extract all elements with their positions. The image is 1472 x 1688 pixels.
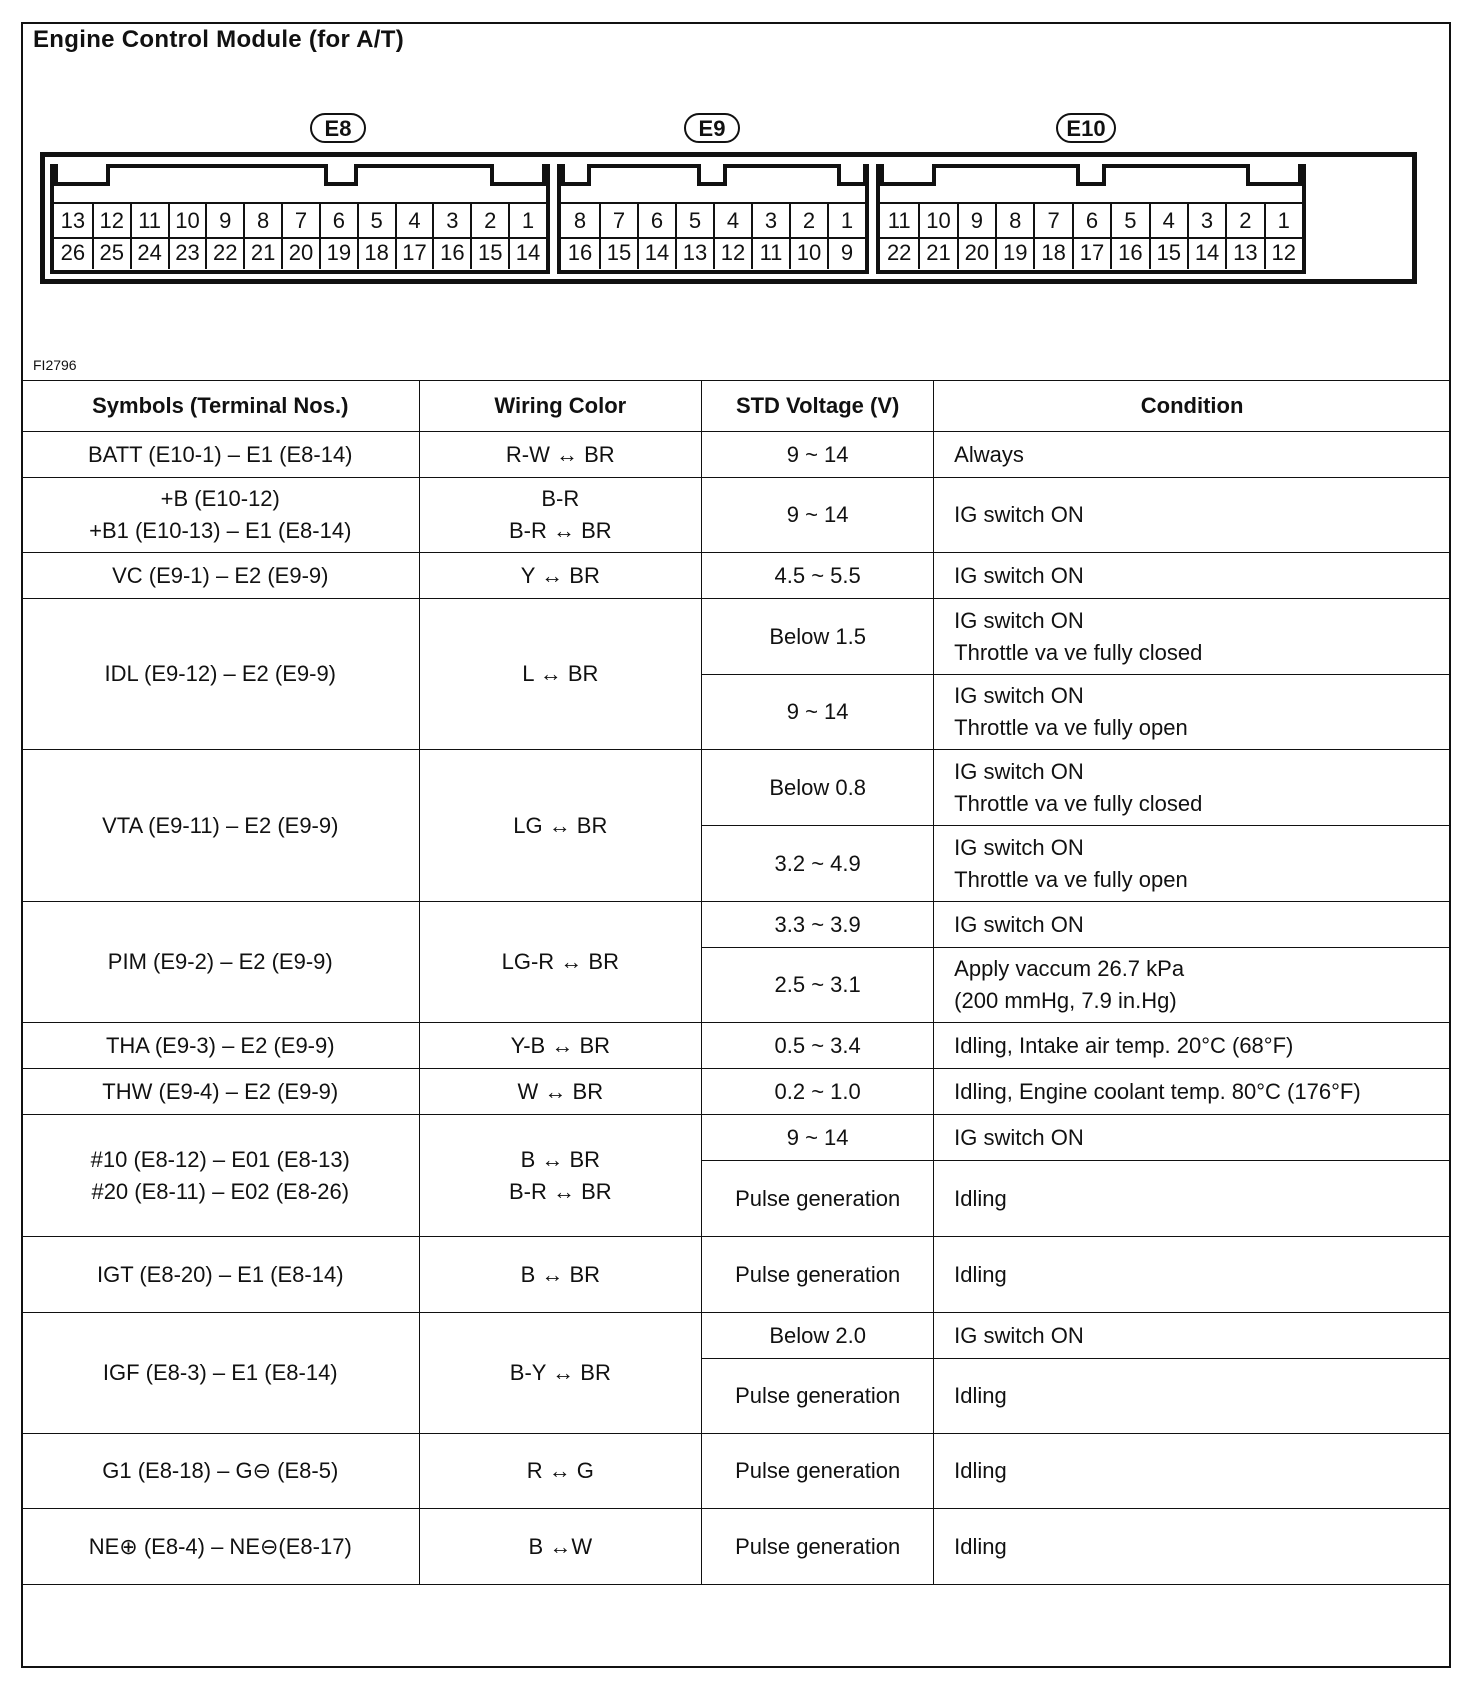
wiring-color-cell — [419, 1023, 702, 1069]
wiring-color-cell — [419, 599, 702, 750]
table-row — [22, 750, 1451, 826]
connector-pin: 9 — [957, 204, 995, 237]
condition-cell — [934, 750, 1451, 826]
cell-line: Throttle va ve fully open — [954, 866, 1188, 892]
connector-pin: 20 — [957, 236, 995, 269]
cell-line: B-R ↔ BR — [508, 518, 612, 543]
condition-cell — [934, 826, 1451, 902]
cell-line: Idling, Intake air temp. 20°C (68°F) — [954, 1032, 1294, 1058]
wiring-color-cell — [419, 1313, 702, 1434]
cell-line: IDL (E9-12) – E2 (E9-9) — [104, 661, 337, 686]
cell-line: #20 (E8-11) – E02 (E8-26) — [91, 1178, 350, 1204]
wiring-color-cell — [419, 1509, 702, 1585]
connector-pin: 16 — [1110, 236, 1148, 269]
cell-line: B ↔ BR — [520, 1261, 601, 1287]
cell-line: NE⊕ (E8-4) – NE⊖(E8-17) — [88, 1533, 352, 1559]
connector-pin: 10 — [789, 236, 827, 269]
condition-cell — [934, 1509, 1451, 1585]
terminal-symbol-cell — [22, 750, 420, 902]
condition-cell — [934, 1313, 1451, 1359]
connector-pin: 11 — [887, 208, 911, 233]
header-symbols: Symbols (Terminal Nos.) — [22, 381, 420, 432]
table-row — [22, 432, 1451, 478]
connector-pin: 8 — [243, 204, 281, 237]
header-wiring-color: Wiring Color — [419, 381, 702, 432]
connector-pin: 1 — [827, 204, 865, 237]
cell-line: IG switch ON — [954, 502, 1084, 527]
condition-cell — [934, 599, 1451, 675]
condition-cell — [934, 1023, 1451, 1069]
connector-key — [324, 164, 358, 186]
condition-cell — [934, 902, 1451, 948]
connector-pin: 7 — [599, 204, 637, 237]
cell-line: W ↔ BR — [517, 1078, 604, 1104]
connector-pin: 2 — [470, 204, 508, 237]
std-voltage-cell: 3.3 ~ 3.9 — [702, 902, 934, 948]
connector-pin: 12 — [1264, 236, 1302, 269]
connector-pin: 14 — [508, 236, 546, 269]
connector-pin: 10 — [168, 204, 206, 237]
terminal-symbol-cell — [22, 1509, 420, 1585]
pin-row-bottom — [561, 236, 865, 269]
connector-pin: 20 — [281, 236, 319, 269]
pin-row-top — [561, 202, 865, 239]
cell-line: B-R ↔ BR — [508, 1178, 612, 1204]
connector-pin: 15 — [1149, 236, 1187, 269]
connector-pin: 15 — [470, 236, 508, 269]
cell-line: IGT (E8-20) – E1 (E8-14) — [96, 1261, 344, 1287]
terminal-symbol-cell — [22, 1313, 420, 1434]
std-voltage-cell: Pulse generation — [702, 1237, 934, 1313]
condition-cell — [934, 675, 1451, 750]
connector-pin: 1 — [1264, 204, 1302, 237]
cell-line: IG switch ON — [954, 1124, 1084, 1150]
cell-line: L ↔ BR — [522, 661, 599, 686]
wiring-color-cell — [419, 432, 702, 478]
cell-line: BATT (E10-1) – E1 (E8-14) — [88, 441, 353, 467]
connector-pin: 22 — [886, 240, 912, 265]
wiring-color-cell — [419, 1434, 702, 1509]
connector-key — [54, 164, 110, 186]
connector-pin: 9 — [205, 204, 243, 237]
condition-cell — [934, 1359, 1451, 1434]
wiring-color-cell — [419, 902, 702, 1023]
std-voltage-cell: 3.2 ~ 4.9 — [702, 826, 934, 902]
connector-pin: 11 — [130, 204, 168, 237]
cell-line: #10 (E8-12) – E01 (E8-13) — [90, 1146, 350, 1172]
connector-pin: 6 — [637, 204, 675, 237]
cell-line: Y-B ↔ BR — [510, 1032, 611, 1058]
connector-pin: 4 — [395, 204, 433, 237]
cell-line: Idling — [954, 1533, 1007, 1559]
cell-line: Idling — [954, 1458, 1007, 1483]
connector-pin: 15 — [599, 236, 637, 269]
std-voltage-cell: Below 1.5 — [702, 599, 934, 675]
header-std-voltage: STD Voltage (V) — [702, 381, 934, 432]
condition-cell — [934, 553, 1451, 599]
cell-line: B ↔ BR — [520, 1146, 601, 1172]
connector-pin: 2 — [1225, 204, 1263, 237]
connector-pin: 24 — [130, 236, 168, 269]
cell-line: Idling, Engine coolant temp. 80°C (176°F) — [954, 1078, 1361, 1104]
connector-pin: 13 — [675, 236, 713, 269]
cell-line: IGF (E8-3) – E1 (E8-14) — [102, 1360, 338, 1385]
connector-pin: 1 — [508, 204, 546, 237]
connector-key — [880, 164, 936, 186]
connector-pin: 5 — [1110, 204, 1148, 237]
cell-line: Apply vaccum 26.7 kPa — [954, 956, 1185, 981]
std-voltage-cell: 9 ~ 14 — [702, 478, 934, 553]
cell-line: Idling — [954, 1261, 1007, 1287]
connector-pin: 3 — [432, 204, 470, 237]
cell-line: B-Y ↔ BR — [509, 1360, 611, 1385]
cell-line: Idling — [954, 1185, 1007, 1211]
std-voltage-cell: Pulse generation — [702, 1434, 934, 1509]
std-voltage-cell: Pulse generation — [702, 1359, 934, 1434]
cell-line: Idling — [954, 1383, 1007, 1408]
connector-pin: 5 — [675, 204, 713, 237]
connector-pin: 6 — [319, 204, 357, 237]
connector-pin: 22 — [205, 236, 243, 269]
std-voltage-cell: Below 2.0 — [702, 1313, 934, 1359]
wiring-color-cell — [419, 1115, 702, 1237]
cell-line: Always — [954, 441, 1024, 467]
std-voltage-cell: Pulse generation — [702, 1509, 934, 1585]
condition-cell — [934, 1115, 1451, 1161]
std-voltage-cell: 9 ~ 14 — [702, 432, 934, 478]
cell-line: LG-R ↔ BR — [501, 949, 619, 974]
terminal-symbol-cell — [22, 553, 420, 599]
connector-label-e10: E10 — [1056, 113, 1116, 143]
terminal-symbol-cell — [22, 599, 420, 750]
table-row — [22, 1434, 1451, 1509]
cell-line: (200 mmHg, 7.9 in.Hg) — [954, 988, 1177, 1013]
connector-label-e9: E9 — [684, 113, 740, 143]
connector-e9 — [557, 164, 869, 274]
cell-line: IG switch ON — [954, 911, 1084, 937]
cell-line: R ↔ G — [526, 1458, 594, 1483]
connector-key — [1076, 164, 1106, 186]
table-body — [22, 432, 1451, 1585]
pin-row-bottom — [880, 236, 1302, 269]
connector-pin: 8 — [573, 208, 587, 233]
header-condition: Condition — [934, 381, 1451, 432]
connector-pin: 13 — [1225, 236, 1263, 269]
connector-pin: 4 — [1149, 204, 1187, 237]
connector-pin: 7 — [281, 204, 319, 237]
connector-label-e8: E8 — [310, 113, 366, 143]
connector-pin: 21 — [243, 236, 281, 269]
cell-line: Throttle va ve fully closed — [954, 639, 1203, 665]
cell-line: IG switch ON — [954, 607, 1084, 633]
table-row — [22, 478, 1451, 553]
table-row — [22, 553, 1451, 599]
connector-pin: 17 — [1072, 236, 1110, 269]
connector-key — [837, 164, 867, 186]
condition-cell — [934, 1161, 1451, 1237]
wiring-color-cell — [419, 1237, 702, 1313]
table-row — [22, 1509, 1451, 1585]
cell-line: IG switch ON — [954, 1322, 1084, 1348]
connector-key — [490, 164, 546, 186]
condition-cell — [934, 478, 1451, 553]
connector-pin: 7 — [1033, 204, 1071, 237]
condition-cell — [934, 1434, 1451, 1509]
connector-pin: 3 — [751, 204, 789, 237]
table-row — [22, 1237, 1451, 1313]
cell-line: Y ↔ BR — [520, 562, 600, 588]
connector-pin: 5 — [357, 204, 395, 237]
cell-line: G1 (E8-18) – G⊖ (E8-5) — [102, 1458, 339, 1483]
std-voltage-cell: Pulse generation — [702, 1161, 934, 1237]
cell-line: Throttle va ve fully closed — [954, 790, 1203, 816]
wiring-color-cell — [419, 553, 702, 599]
cell-line: B-R — [541, 486, 580, 511]
connector-pin: 2 — [789, 204, 827, 237]
cell-line: PIM (E9-2) – E2 (E9-9) — [107, 949, 333, 974]
cell-line: IG switch ON — [954, 683, 1084, 708]
terminal-symbol-cell — [22, 902, 420, 1023]
wiring-color-cell — [419, 1069, 702, 1115]
cell-line: VC (E9-1) – E2 (E9-9) — [112, 562, 329, 588]
terminal-voltage-table — [21, 380, 1451, 1585]
connector-key — [561, 164, 591, 186]
condition-cell — [934, 1237, 1451, 1313]
connector-pin: 14 — [1187, 236, 1225, 269]
terminal-symbol-cell — [22, 1023, 420, 1069]
terminal-symbol-cell — [22, 478, 420, 553]
std-voltage-cell: Below 0.8 — [702, 750, 934, 826]
connector-pin: 21 — [918, 236, 956, 269]
table-row — [22, 1023, 1451, 1069]
connector-pin: 18 — [357, 236, 395, 269]
connector-pin: 25 — [92, 236, 130, 269]
figure-reference: FI2796 — [33, 357, 77, 373]
wiring-color-cell — [419, 750, 702, 902]
connector-pin: 10 — [918, 204, 956, 237]
cell-line: IG switch ON — [954, 758, 1084, 784]
terminal-symbol-cell — [22, 1115, 420, 1237]
pin-row-top — [880, 202, 1302, 239]
cell-line: +B (E10-12) — [160, 486, 280, 511]
connector-pin: 19 — [995, 236, 1033, 269]
connector-pin: 3 — [1187, 204, 1225, 237]
std-voltage-cell: 0.5 ~ 3.4 — [702, 1023, 934, 1069]
connector-pin: 16 — [567, 240, 593, 265]
std-voltage-cell: 4.5 ~ 5.5 — [702, 553, 934, 599]
condition-cell — [934, 432, 1451, 478]
connector-pin: 26 — [60, 240, 86, 265]
connector-pin: 17 — [395, 236, 433, 269]
connector-pin: 16 — [432, 236, 470, 269]
cell-line: B ↔W — [528, 1533, 593, 1559]
connector-pin: 14 — [637, 236, 675, 269]
connector-e10 — [876, 164, 1306, 274]
connector-pin: 11 — [751, 236, 789, 269]
table-row — [22, 1115, 1451, 1161]
cell-line: LG ↔ BR — [513, 812, 608, 838]
connector-pin: 8 — [995, 204, 1033, 237]
connector-key — [1246, 164, 1302, 186]
cell-line: THW (E9-4) – E2 (E9-9) — [102, 1078, 339, 1104]
connector-pin: 4 — [713, 204, 751, 237]
connector-pin: 12 — [713, 236, 751, 269]
cell-line: IG switch ON — [954, 834, 1084, 860]
table-row — [22, 599, 1451, 675]
connector-key — [697, 164, 727, 186]
terminal-symbol-cell — [22, 432, 420, 478]
connector-pin: 23 — [168, 236, 206, 269]
std-voltage-cell: 9 ~ 14 — [702, 1115, 934, 1161]
cell-line: THA (E9-3) – E2 (E9-9) — [105, 1032, 335, 1058]
table-row — [22, 902, 1451, 948]
connector-pin: 19 — [319, 236, 357, 269]
condition-cell — [934, 1069, 1451, 1115]
std-voltage-cell: 0.2 ~ 1.0 — [702, 1069, 934, 1115]
connector-pin: 12 — [92, 204, 130, 237]
table-row — [22, 1069, 1451, 1115]
cell-line: Throttle va ve fully open — [954, 715, 1188, 740]
condition-cell — [934, 948, 1451, 1023]
connector-pin: 9 — [827, 236, 865, 269]
cell-line: IG switch ON — [954, 562, 1084, 588]
std-voltage-cell: 2.5 ~ 3.1 — [702, 948, 934, 1023]
connector-pin: 13 — [60, 208, 86, 233]
table-header-row — [22, 381, 1451, 432]
terminal-symbol-cell — [22, 1434, 420, 1509]
connector-pin: 6 — [1072, 204, 1110, 237]
pin-row-bottom — [54, 236, 546, 269]
cell-line: R-W ↔ BR — [505, 441, 615, 467]
cell-line: +B1 (E10-13) – E1 (E8-14) — [89, 518, 352, 543]
page-title: Engine Control Module (for A/T) — [33, 26, 405, 53]
pin-row-top — [54, 202, 546, 239]
connector-pin: 18 — [1033, 236, 1071, 269]
terminal-symbol-cell — [22, 1069, 420, 1115]
std-voltage-cell: 9 ~ 14 — [702, 675, 934, 750]
wiring-color-cell — [419, 478, 702, 553]
table-row — [22, 1313, 1451, 1359]
terminal-symbol-cell — [22, 1237, 420, 1313]
cell-line: VTA (E9-11) – E2 (E9-9) — [102, 812, 339, 838]
connector-e8 — [50, 164, 550, 274]
